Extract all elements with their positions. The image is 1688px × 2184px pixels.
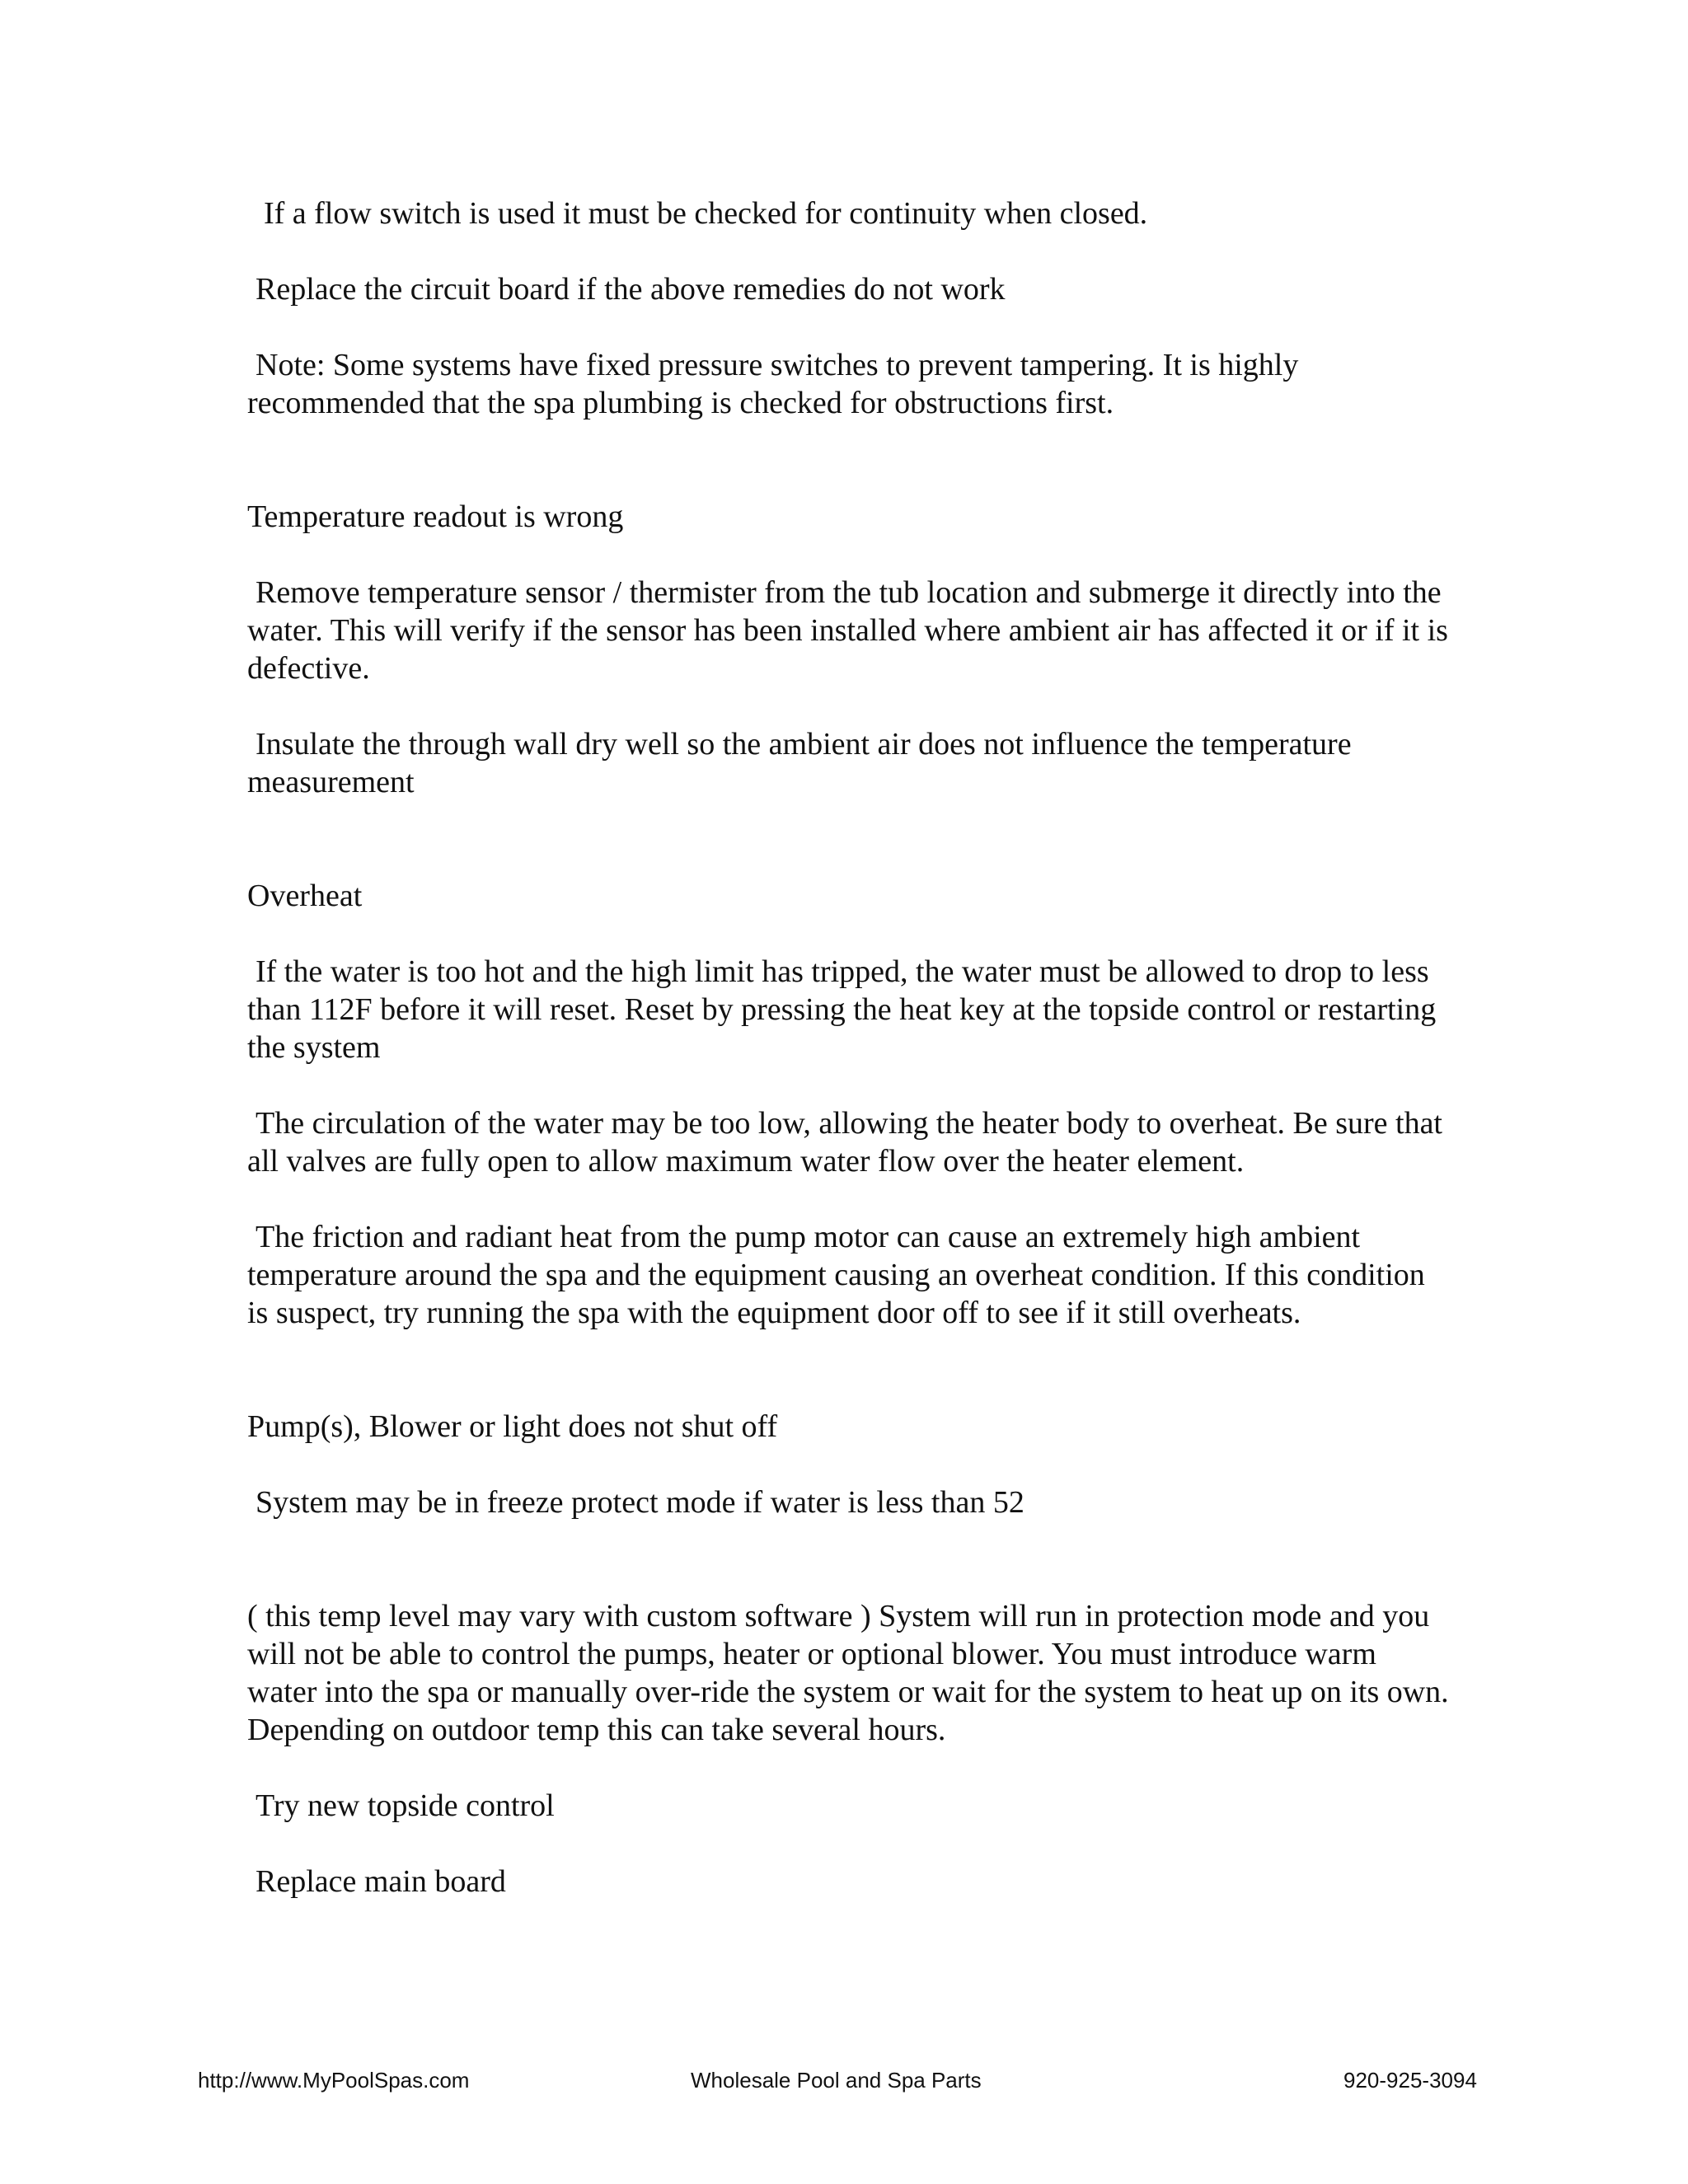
circulation-text: The circulation of the water may be too low, allowing the heater body to overheat. Be sure that all valves are fully open to allow maximum water flow over the heater element. (247, 1106, 1442, 1179)
footer-url: http://www.MyPoolSpas.com (198, 2068, 470, 2093)
heading-overheat: Overheat (247, 879, 363, 913)
friction-heat-text: The friction and radiant heat from the pump motor can cause an extremely high ambient temperature around the spa and the equipment causing an overheat condition. If this condition is suspect, try running the spa with the equipment door off to see if it still overheats. (247, 1220, 1425, 1330)
paragraph-high-limit (247, 953, 1451, 1066)
footer-phone: 920-925-3094 (1343, 2068, 1477, 2093)
paragraph-try-topside: Try new topside control (256, 1788, 555, 1823)
note-text: Note: Some systems have fixed pressure switches to prevent tampering. It is highly recommended that the spa plumbing is checked for obstructions first. (247, 348, 1299, 420)
page-content (247, 194, 1451, 1900)
heading-temperature-readout: Temperature readout is wrong (247, 499, 624, 534)
paragraph-flow-switch: If a flow switch is used it must be checked for continuity when closed. (264, 196, 1148, 231)
paragraph-replace-main-board: Replace main board (256, 1864, 506, 1899)
footer-company: Wholesale Pool and Spa Parts (691, 2068, 982, 2093)
paragraph-remove-sensor (247, 574, 1451, 687)
paragraph-note-pressure-switches (247, 346, 1451, 422)
insulate-text: Insulate the through wall dry well so the ambient air does not influence the temperature measurement (247, 727, 1352, 799)
high-limit-text: If the water is too hot and the high limit has tripped, the water must be allowed to drop to less than 112F before it will reset. Reset by pressing the heat key at the topside control or restarting the system (247, 954, 1437, 1065)
paragraph-freeze-protect: System may be in freeze protect mode if water is less than 52 (256, 1485, 1025, 1520)
paragraph-insulate-dry-well (247, 725, 1451, 801)
paragraph-protection-mode: ( this temp level may vary with custom software ) System will run in protection mode and you will not be able to control the pumps, heater or optional blower. You must introduce warm water into the spa or manually over-ride the system or wait for the system to heat up on its own. Depending on outdoor temp this can take several hours. (247, 1599, 1449, 1747)
page-footer (0, 2068, 1688, 2101)
paragraph-friction-heat (247, 1218, 1451, 1332)
heading-pump-blower-light: Pump(s), Blower or light does not shut off (247, 1409, 778, 1444)
paragraph-replace-circuit-board: Replace the circuit board if the above remedies do not work (256, 272, 1006, 307)
paragraph-circulation (247, 1104, 1451, 1180)
remove-sensor-text: Remove temperature sensor / thermister from the tub location and submerge it directly into the water. This will verify if the sensor has been installed where ambient air has affected it or if it is defective. (247, 575, 1448, 686)
